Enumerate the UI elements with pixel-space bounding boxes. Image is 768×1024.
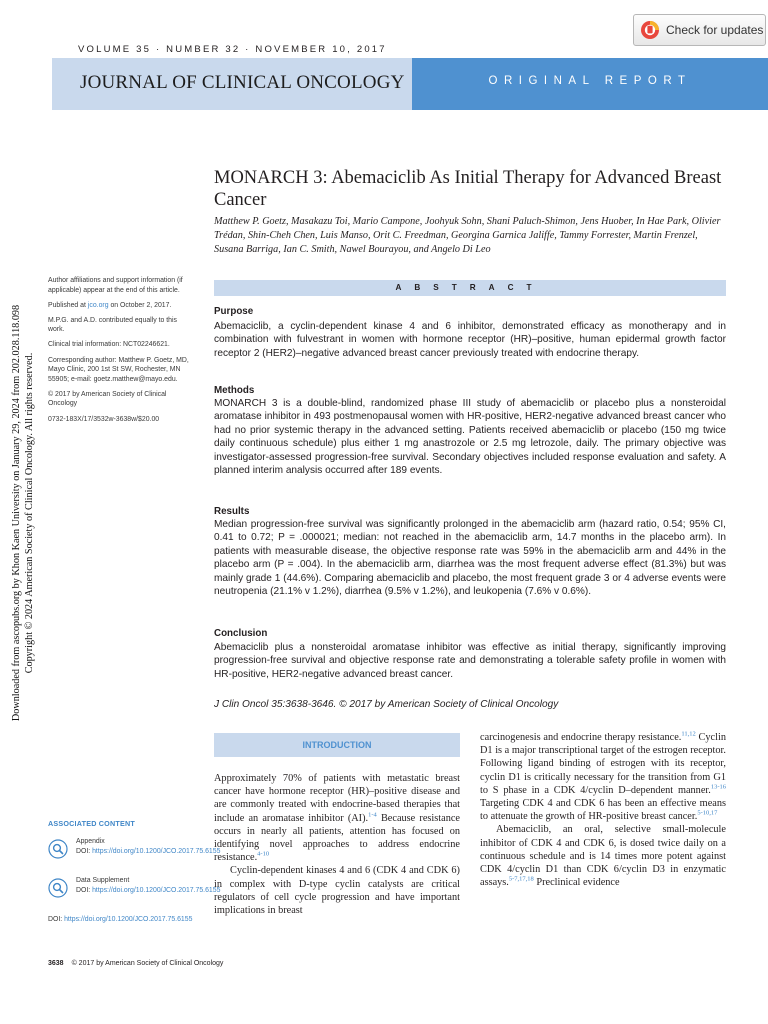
published-suffix: on October 2, 2017. bbox=[108, 301, 172, 309]
sidebar-info bbox=[48, 276, 194, 430]
abstract-label: ABSTRACT bbox=[395, 283, 545, 292]
author-list: Matthew P. Goetz, Masakazu Toi, Mario Campone, Joohyuk Sohn, Shani Paluch-Shimon, Jens Huober, In Hae Park, Olivier Trédan, Shin-Cheh Chen, Luis Manso, Orit C. Freedman, Georgina Garnica Jaliffe, Tammy Forrester, Martin Frenzel, Susana Barriga, Ian C. Smith, Nawel Bourayou, and Angelo Di Leo bbox=[214, 216, 721, 255]
conclusion-heading: Conclusion bbox=[214, 628, 268, 639]
associated-content-heading: ASSOCIATED CONTENT bbox=[48, 819, 135, 828]
doi-prefix: DOI: bbox=[76, 886, 93, 894]
conclusion-text: Abemaciclib plus a nonsteroidal aromatase inhibitor was effective as initial therapy, significantly improving progression-free survival and objective response rate and demonstrating a tolerable safety profile in women with HR-positive, HER2-negative advanced breast cancer. bbox=[214, 642, 726, 680]
introduction-label: INTRODUCTION bbox=[302, 740, 372, 750]
check-updates-label: Check for updates bbox=[666, 23, 764, 37]
intro-text: Cyclin-dependent kinases 4 and 6 (CDK 4 and CDK 6) in complex with D-type cyclin catalysts are critical regulators of cell cycle progression and have important implications in breast bbox=[214, 865, 460, 917]
reference-link[interactable]: 13-16 bbox=[710, 783, 726, 791]
download-notice bbox=[2, 298, 44, 728]
sidebar-copyright: © 2017 by American Society of Clinical Oncology bbox=[48, 390, 167, 408]
methods-heading: Methods bbox=[214, 385, 255, 396]
journal-title: JOURNAL OF CLINICAL ONCOLOGY bbox=[80, 72, 405, 93]
supplement-doi-link[interactable]: https://doi.org/10.1200/JCO.2017.75.6155 bbox=[92, 886, 221, 894]
intro-text: Cyclin D1 is a major transcriptional target of the estrogen receptor. Following ligand binding of estrogen with its receptor, cyclin D1 is critically necessary for the transition from G1 to S phase in a CDK 4/cyclin D–dependent manner. bbox=[480, 732, 726, 796]
published-note bbox=[48, 301, 194, 311]
reference-link[interactable]: 11,12 bbox=[681, 730, 696, 738]
intro-left-column bbox=[214, 772, 460, 917]
download-notice-line: Downloaded from ascopubs.org by Khon Kaen University on January 29, 2024 from 202.028.118.098 bbox=[11, 304, 22, 722]
copyright-notice-line: Copyright © 2024 American Society of Clinical Oncology. All rights reserved. bbox=[24, 352, 35, 674]
reference-link[interactable]: 4-10 bbox=[257, 850, 270, 858]
issn-line: 0732-183X/17/3532w-3638w/$20.00 bbox=[48, 415, 160, 423]
corresponding-author: Corresponding author: Matthew P. Goetz, MD, Mayo Clinic, 200 1st St SW, Rochester, MN 55905; e-mail: goetz.matthew@mayo.edu. bbox=[48, 356, 189, 383]
magnifier-icon bbox=[48, 839, 68, 859]
appendix-label: Appendix bbox=[76, 838, 105, 845]
methods-text: MONARCH 3 is a double-blind, randomized phase III study of abemaciclib or placebo plus a nonsteroidal aromatase inhibitor in 493 postmenopausal women with HR-positive, HER2-negative advanced breast cancer who had no prior systemic therapy in the advanced setting. Patients received abemaciclib or placebo (150 mg twice daily continuous schedule) plus either 1 mg anastrozole or 2.5 mg letrozole, daily. The primary objective was investigator-assessed progression-free survival. Secondary objectives included response evaluation and safety. A planned interim analysis occurred after 189 events. bbox=[214, 398, 726, 477]
jco-link[interactable]: jco.org bbox=[87, 301, 109, 309]
reference-link[interactable]: 5-10,17 bbox=[697, 809, 718, 817]
magnifier-icon bbox=[48, 878, 68, 898]
appendix-doi-link[interactable]: https://doi.org/10.1200/JCO.2017.75.6155 bbox=[92, 847, 221, 855]
doi-prefix: DOI: bbox=[48, 916, 65, 923]
purpose-text: Abemaciclib, a cyclin-dependent kinase 4 and 6 inhibitor, demonstrated efficacy as monotherapy and in combination with fulvestrant in women with hormone receptor (HR)–positive, human epidermal growth factor receptor 2 (HER2)–negative advanced breast cancer previously treated with endocrine therapy. bbox=[214, 321, 726, 359]
intro-text: Abemaciclib, an oral, selective small-molecule inhibitor of CDK 4 and CDK 6, is dosed twice daily on a continuous schedule and is 14 times more potent against CDK 4/cyclin D1 than CDK 6/cyclin D3 in enzymatic assays. bbox=[480, 824, 726, 889]
appendix-doi bbox=[76, 847, 226, 857]
intro-text: Because resistance occurs in nearly all patients, attention has focused on identifying novel approaches to address endocrine resistance. bbox=[214, 812, 460, 864]
check-updates-icon bbox=[640, 20, 660, 40]
doi-prefix: DOI: bbox=[76, 847, 93, 855]
purpose-heading: Purpose bbox=[214, 306, 254, 317]
reference-link[interactable]: 5-7,17,18 bbox=[508, 875, 534, 883]
intro-right-column bbox=[480, 731, 726, 889]
affiliations-note: Author affiliations and support information (if applicable) appear at the end of this article. bbox=[48, 277, 183, 294]
intro-text: Targeting CDK 4 and CDK 6 has been an effective means to attenuate the growth of HR-positive breast cancer. bbox=[480, 798, 726, 823]
report-type-label: ORIGINAL REPORT bbox=[488, 75, 692, 87]
appendix-item[interactable] bbox=[48, 837, 221, 877]
article-title: MONARCH 3: Abemaciclib As Initial Therapy for Advanced Breast Cancer bbox=[214, 168, 722, 210]
citation-line: J Clin Oncol 35:3638-3646. © 2017 by American Society of Clinical Oncology bbox=[214, 699, 559, 710]
footer-copyright: © 2017 by American Society of Clinical Oncology bbox=[71, 960, 224, 967]
reference-link[interactable]: 1-4 bbox=[368, 811, 377, 819]
published-prefix: Published at bbox=[48, 301, 88, 309]
trial-info: Clinical trial information: NCT02246621. bbox=[48, 341, 170, 349]
intro-text: Preclinical evidence bbox=[533, 877, 620, 889]
intro-text: Approximately 70% of patients with metastatic breast cancer have hormone receptor (HR)–positive disease and are commonly treated with endocrine-based therapies that include an aromatase inhibitor (AI). bbox=[214, 773, 460, 824]
contribution-note: M.P.G. and A.D. contributed equally to this work. bbox=[48, 316, 177, 334]
page-number: 3638 bbox=[48, 960, 64, 967]
check-for-updates-button[interactable] bbox=[633, 14, 766, 46]
supplement-doi bbox=[76, 886, 226, 896]
article-doi bbox=[48, 915, 194, 925]
intro-text: carcinogenesis and endocrine therapy resistance. bbox=[480, 732, 682, 743]
article-doi-link[interactable]: https://doi.org/10.1200/JCO.2017.75.6155 bbox=[64, 916, 193, 923]
results-text: Median progression-free survival was significantly prolonged in the abemaciclib arm (hazard ratio, 0.54; 95% CI, 0.41 to 0.72; P = .000021; median: not reached in the abemaciclib arm, 14.7 months in the placebo arm). In patients with measurable disease, the objective response rate was 59% in the abemaciclib arm and 44% in the placebo arm (P = .004). In the abemaciclib arm, diarrhea was the most frequent adverse effect (81.3%) but was mainly grade 1 (44.6%). Comparing abemaciclib and placebo, the most frequent grade 3 or 4 adverse events were neutropenia (21.1% v 1.2%), diarrhea (9.5% v 1.2%), and leukopenia (7.6% v 0.6%). bbox=[214, 519, 726, 598]
data-supplement-item[interactable] bbox=[48, 876, 221, 916]
page-footer bbox=[48, 960, 223, 967]
supplement-label: Data Supplement bbox=[76, 877, 130, 884]
results-heading: Results bbox=[214, 506, 250, 517]
volume-line: VOLUME 35 · NUMBER 32 · NOVEMBER 10, 2017 bbox=[78, 44, 387, 55]
